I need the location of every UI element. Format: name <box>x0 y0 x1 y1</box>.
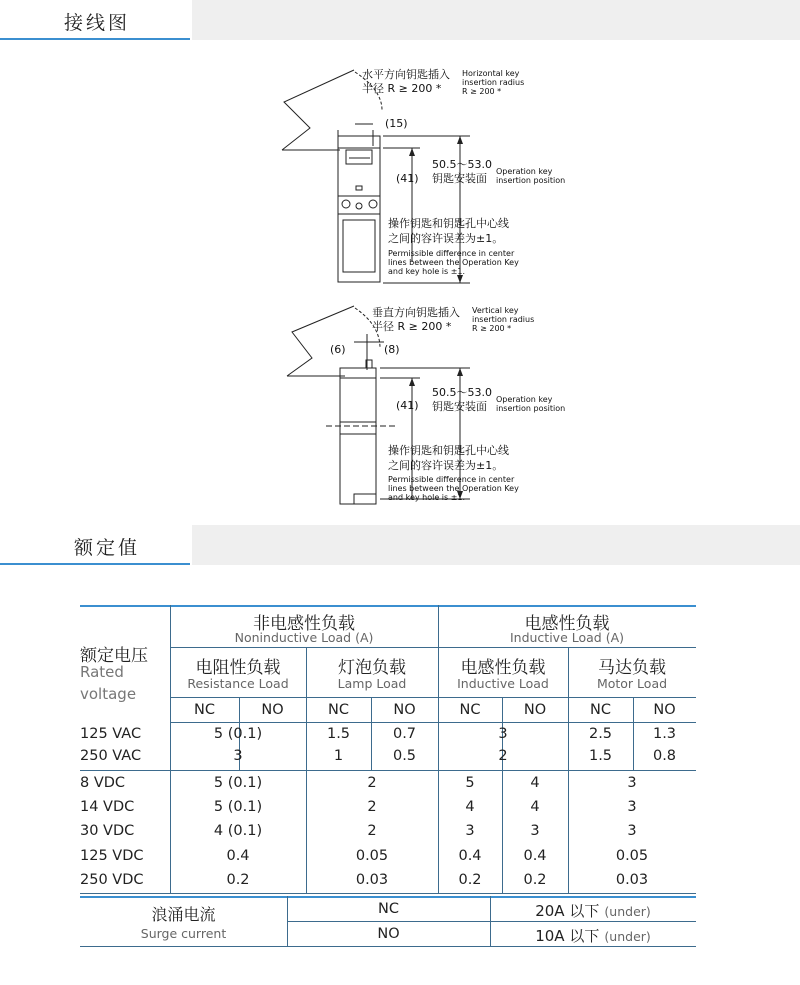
inductive-no-value: 4 <box>530 775 540 791</box>
resistance-load-cn: 电阻性负载 <box>195 658 281 678</box>
nc-header: NC <box>194 702 215 718</box>
dim-15-label: (15) <box>385 117 408 130</box>
key-hole-indicator <box>356 186 362 190</box>
motor-value: 3 <box>627 823 637 839</box>
wiring-section-title: 接线图 <box>64 12 131 34</box>
radius-en-3: R ≥ 200 * <box>462 87 502 96</box>
resistance-load-en: Resistance Load <box>187 676 289 691</box>
no-header: NO <box>261 702 284 718</box>
screw-mid <box>356 203 362 209</box>
install-cn-label: 钥匙安装面 <box>432 400 487 413</box>
motor-value: 0.05 <box>615 848 649 864</box>
resistance-value: 0.2 <box>226 872 250 888</box>
no-header: NO <box>523 702 547 718</box>
inductive-nc-value: 3 <box>465 823 475 839</box>
rated-voltage-en-2: voltage <box>80 685 137 703</box>
inductive-no-value: 0.4 <box>523 848 547 864</box>
note-en-3: and key hole is ±1. <box>388 267 466 276</box>
voltage-cell: 250 VDC <box>80 872 144 888</box>
voltage-cell: 125 VAC <box>80 726 142 742</box>
under-note: (under) <box>604 929 651 944</box>
dim-41-label: (41) <box>396 172 419 185</box>
voltage-cell: 250 VAC <box>80 748 142 764</box>
note-en-1: Permissible difference in center <box>388 249 515 258</box>
radius-cn-1: 垂直方向钥匙插入 <box>372 306 460 319</box>
rated-voltage-en-1: Rated <box>80 663 124 681</box>
key-slot <box>346 150 372 164</box>
inductive-nc-value: 4 <box>465 799 475 815</box>
lamp-value: 0.05 <box>355 848 389 864</box>
no-header: NO <box>653 702 676 718</box>
lamp-no-value: 0.7 <box>392 726 417 742</box>
section-underline <box>0 563 190 565</box>
rating-section-header <box>0 525 800 565</box>
inductive-sub-en: Inductive Load <box>457 676 549 691</box>
resistance-value: 4 (0.1) <box>213 823 263 839</box>
motor-nc-value: 2.5 <box>588 726 613 742</box>
section-header-bar <box>192 0 800 40</box>
inductive-no-value: 0.2 <box>523 872 547 888</box>
table-top-rule <box>80 605 696 607</box>
no-header: NO <box>393 702 416 718</box>
lamp-no-value: 0.5 <box>392 748 417 764</box>
bottom-upper-body <box>340 378 376 422</box>
dim-6-label: (6) <box>330 343 346 356</box>
inductive-no-value: 4 <box>530 799 540 815</box>
screw-left <box>342 200 350 208</box>
note-cn-1: 操作钥匙和钥匙孔中心线 <box>388 444 509 457</box>
inductive-no-value: 3 <box>530 823 540 839</box>
radius-cn-2: 半径 R ≥ 200 * <box>362 82 442 95</box>
inductive-nc-value: 5 <box>465 775 475 791</box>
voltage-cell: 8 VDC <box>80 775 126 791</box>
lamp-load-cn: 灯泡负载 <box>338 658 406 678</box>
note-en-2: lines between the Operation Key <box>388 484 519 493</box>
key-radius-zigzag-bottom <box>287 306 354 376</box>
dim-8-label: (8) <box>384 343 400 356</box>
dim-41-label: (41) <box>396 399 419 412</box>
voltage-cell: 30 VDC <box>80 823 135 839</box>
surge-nc-amount: 20A 以下 <box>535 902 600 920</box>
motor-value: 3 <box>627 775 637 791</box>
inductive-value: 2 <box>498 748 508 764</box>
inductive-nc-value: 0.2 <box>458 872 482 888</box>
resistance-value: 5 (0.1) <box>213 799 263 815</box>
switch-upper-body <box>338 148 380 196</box>
section-header-bar <box>192 525 800 565</box>
lamp-value: 2 <box>367 799 377 815</box>
motor-load-cn: 马达负载 <box>598 658 666 678</box>
surge-no-amount: 10A 以下 <box>535 927 600 945</box>
note-cn-2: 之间的容许误差为±1。 <box>388 459 504 472</box>
lamp-value: 2 <box>367 823 377 839</box>
lamp-value: 0.03 <box>355 872 389 888</box>
inductive-load-cn: 电感性负载 <box>524 614 610 634</box>
resistance-value: 3 <box>233 748 243 764</box>
note-en-3: and key hole is ±1. <box>388 493 466 502</box>
rating-section-title: 额定值 <box>74 537 141 559</box>
install-en-1: Operation key <box>496 167 553 176</box>
radius-en-1: Vertical key <box>472 306 519 315</box>
install-en-2: insertion position <box>496 176 566 185</box>
noninductive-load-cn: 非电感性负载 <box>253 614 355 634</box>
resistance-value: 0.4 <box>226 848 250 864</box>
inductive-nc-value: 0.4 <box>458 848 482 864</box>
voltage-cell: 125 VDC <box>80 848 144 864</box>
wiring-diagram <box>0 50 800 520</box>
surge-current-cn: 浪涌电流 <box>151 905 216 924</box>
rated-voltage-cn: 额定电压 <box>80 646 148 666</box>
screw-right <box>369 200 377 208</box>
under-note: (under) <box>604 904 651 919</box>
surge-nc-label: NC <box>378 901 399 917</box>
inductive-load-en: Inductive Load (A) <box>509 630 625 645</box>
wiring-section-header <box>0 0 800 40</box>
motor-value: 0.03 <box>615 872 649 888</box>
note-cn-1: 操作钥匙和钥匙孔中心线 <box>388 217 509 230</box>
radius-en-2: insertion radius <box>462 78 525 87</box>
surge-nc-value <box>490 900 696 921</box>
install-en-2: insertion position <box>496 404 566 413</box>
lamp-nc-value: 1 <box>333 748 344 764</box>
motor-nc-value: 1.5 <box>588 748 613 764</box>
motor-no-value: 1.3 <box>652 726 677 742</box>
rating-table <box>80 605 696 950</box>
radius-en-3: R ≥ 200 * <box>472 324 512 333</box>
lamp-value: 2 <box>367 775 377 791</box>
resistance-value: 5 (0.1) <box>213 775 263 791</box>
surge-no-label: NO <box>377 926 400 942</box>
motor-no-value: 0.8 <box>652 748 677 764</box>
note-cn-2: 之间的容许误差为±1。 <box>388 232 504 245</box>
dim-range-label: 50.5～53.0 <box>432 158 492 171</box>
section-underline <box>0 38 190 40</box>
dim-range-label: 50.5～53.0 <box>432 386 492 399</box>
radius-cn-2: 半径 R ≥ 200 * <box>372 320 452 333</box>
radius-cn-1: 水平方向钥匙插入 <box>362 68 450 81</box>
nc-header: NC <box>328 702 349 718</box>
motor-value: 3 <box>627 799 637 815</box>
switch-window <box>343 220 375 272</box>
install-cn-label: 钥匙安装面 <box>432 172 487 185</box>
noninductive-load-en: Noninductive Load (A) <box>234 630 374 645</box>
install-en-1: Operation key <box>496 395 553 404</box>
note-en-1: Permissible difference in center <box>388 475 515 484</box>
radius-en-1: Horizontal key <box>462 69 520 78</box>
resistance-value: 5 (0.1) <box>213 726 263 742</box>
motor-load-en: Motor Load <box>596 676 668 691</box>
inductive-sub-cn: 电感性负载 <box>460 658 546 678</box>
surge-no-value <box>490 925 696 946</box>
voltage-cell: 14 VDC <box>80 799 135 815</box>
bottom-head <box>340 368 376 378</box>
key-radius-zigzag-top <box>282 70 354 150</box>
inductive-value: 3 <box>498 726 508 742</box>
radius-en-2: insertion radius <box>472 315 535 324</box>
surge-current-en: Surge current <box>140 926 227 941</box>
switch-head-top <box>338 136 380 148</box>
note-en-2: lines between the Operation Key <box>388 258 519 267</box>
nc-header: NC <box>590 702 611 718</box>
nc-header: NC <box>459 702 481 718</box>
lamp-load-en: Lamp Load <box>337 676 407 691</box>
lamp-nc-value: 1.5 <box>326 726 351 742</box>
